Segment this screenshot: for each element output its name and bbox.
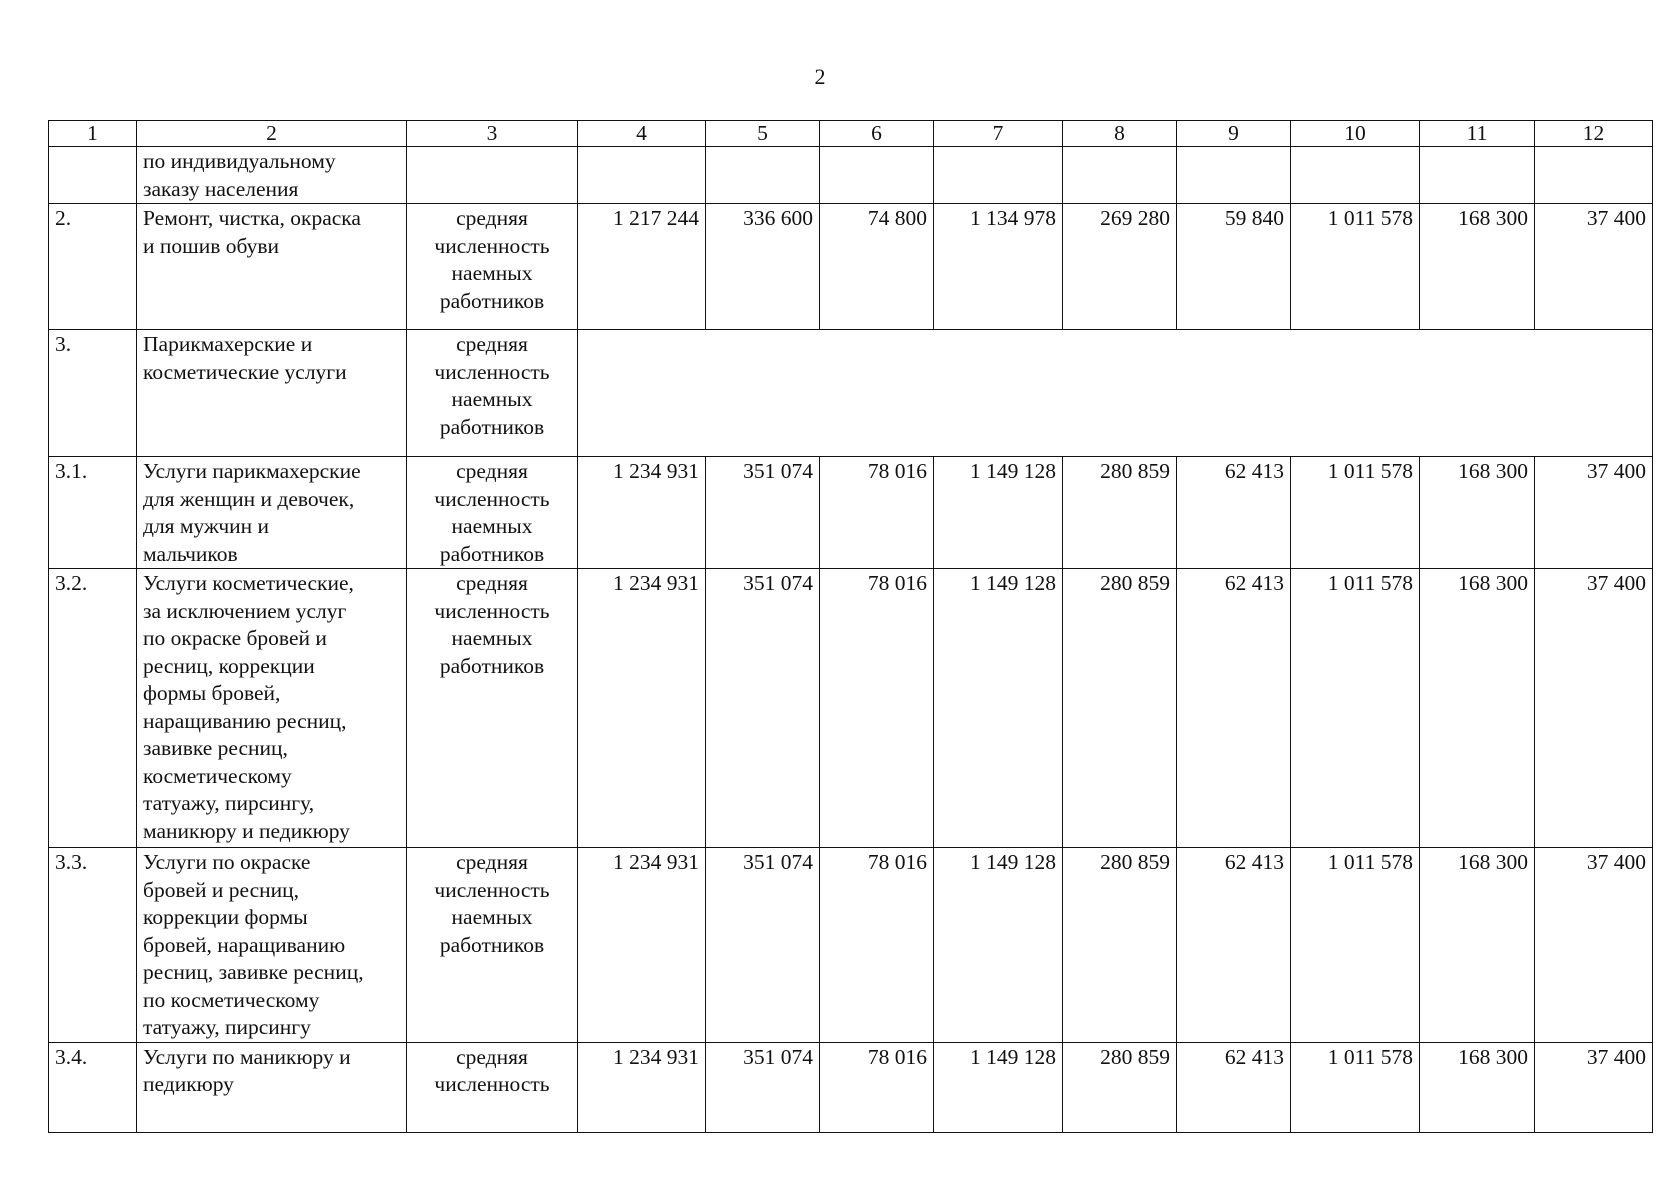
value-cell: 1 134 978 bbox=[934, 204, 1063, 330]
service-name-line: татуажу, пирсингу bbox=[143, 1015, 311, 1039]
value-cell: 336 600 bbox=[706, 204, 820, 330]
column-number: 5 bbox=[706, 121, 820, 147]
value-cell: 1 234 931 bbox=[578, 1042, 706, 1132]
column-number: 11 bbox=[1420, 121, 1535, 147]
row-number-cell: 3.2. bbox=[49, 569, 137, 848]
column-number: 8 bbox=[1063, 121, 1177, 147]
service-name-line: за исключением услуг bbox=[143, 598, 347, 623]
table-row bbox=[49, 1042, 1653, 1132]
unit-line: средняя bbox=[456, 459, 528, 483]
value-cell bbox=[1535, 147, 1653, 204]
service-name-line: по окраске бровей и bbox=[143, 626, 327, 650]
unit-line: средняя bbox=[456, 206, 528, 230]
unit-cell bbox=[407, 848, 578, 1043]
value-cell: 62 413 bbox=[1177, 457, 1291, 569]
value-cell bbox=[1291, 147, 1420, 204]
value-cell bbox=[1177, 147, 1291, 204]
value-cell: 280 859 bbox=[1063, 569, 1177, 848]
value-cell: 37 400 bbox=[1535, 848, 1653, 1043]
value-cell: 37 400 bbox=[1535, 569, 1653, 848]
row-number-cell: 3.4. bbox=[49, 1042, 137, 1132]
unit-cell bbox=[407, 569, 578, 848]
table-row bbox=[49, 457, 1653, 569]
value-cell: 1 234 931 bbox=[578, 457, 706, 569]
service-name-line: Ремонт, чистка, окраска bbox=[143, 206, 361, 230]
unit-line: средняя bbox=[456, 850, 528, 874]
service-name-line: по косметическому bbox=[143, 987, 320, 1012]
unit-line: работников bbox=[439, 541, 545, 566]
unit-line: работников bbox=[439, 653, 545, 678]
column-number: 2 bbox=[137, 121, 407, 147]
service-name-line: формы бровей, bbox=[143, 681, 281, 705]
row-number-cell: 3.3. bbox=[49, 848, 137, 1043]
value-cell: 168 300 bbox=[1420, 457, 1535, 569]
continuation-row bbox=[49, 147, 1653, 204]
value-cell: 1 011 578 bbox=[1291, 569, 1420, 848]
value-cell: 37 400 bbox=[1535, 457, 1653, 569]
table-row bbox=[49, 330, 1653, 457]
unit-cell bbox=[407, 1042, 578, 1132]
service-name-cell bbox=[137, 330, 407, 457]
column-number: 4 bbox=[578, 121, 706, 147]
service-name-line: Парикмахерские и bbox=[143, 332, 313, 356]
value-cell: 168 300 bbox=[1420, 1042, 1535, 1132]
unit-line: численность bbox=[434, 598, 550, 623]
value-cell: 1 011 578 bbox=[1291, 204, 1420, 330]
value-cell: 78 016 bbox=[820, 457, 934, 569]
value-cell: 78 016 bbox=[820, 569, 934, 848]
unit-line: наемных bbox=[451, 626, 533, 650]
column-number-row bbox=[49, 121, 1653, 147]
service-name-line: бровей и ресниц, bbox=[143, 877, 300, 902]
service-name-line: заказу населения bbox=[143, 176, 299, 201]
column-number: 10 bbox=[1291, 121, 1420, 147]
table-row bbox=[49, 569, 1653, 848]
value-cell: 280 859 bbox=[1063, 848, 1177, 1043]
service-name-line: наращиванию ресниц, bbox=[143, 708, 347, 733]
value-cell: 1 149 128 bbox=[934, 569, 1063, 848]
value-cell: 1 149 128 bbox=[934, 1042, 1063, 1132]
service-name-line: и пошив обуви bbox=[143, 233, 280, 258]
service-name-cell bbox=[137, 569, 407, 848]
value-cell: 351 074 bbox=[706, 848, 820, 1043]
service-name-cell bbox=[137, 1042, 407, 1132]
value-cell: 351 074 bbox=[706, 569, 820, 848]
page-number: 2 bbox=[814, 64, 826, 89]
unit-line: наемных bbox=[451, 514, 533, 538]
unit-cell bbox=[407, 330, 578, 457]
unit-line: численность bbox=[434, 877, 550, 902]
value-cell bbox=[820, 147, 934, 204]
value-cell: 280 859 bbox=[1063, 1042, 1177, 1132]
value-cell: 280 859 bbox=[1063, 457, 1177, 569]
unit-line: работников bbox=[439, 414, 545, 439]
value-cell: 351 074 bbox=[706, 1042, 820, 1132]
row-number-cell: 3.1. bbox=[49, 457, 137, 569]
unit-line: численность bbox=[434, 486, 550, 511]
unit-line: наемных bbox=[451, 261, 533, 285]
service-name-line: мальчиков bbox=[143, 541, 238, 566]
unit-cell bbox=[407, 147, 578, 204]
service-name-line: Услуги по окраске bbox=[143, 850, 311, 874]
row-number-cell bbox=[49, 147, 137, 204]
unit-cell bbox=[407, 457, 578, 569]
value-cell: 351 074 bbox=[706, 457, 820, 569]
unit-line: работников bbox=[439, 932, 545, 957]
value-cell bbox=[1063, 147, 1177, 204]
service-name-line: ресниц, завивке ресниц, bbox=[143, 960, 364, 984]
tariff-table bbox=[48, 120, 1653, 1133]
value-cell: 62 413 bbox=[1177, 848, 1291, 1043]
service-name-line: косметическому bbox=[143, 763, 292, 788]
value-cell: 59 840 bbox=[1177, 204, 1291, 330]
value-cell bbox=[706, 147, 820, 204]
service-name-line: Услуги косметические, bbox=[143, 571, 354, 595]
column-number: 3 bbox=[407, 121, 578, 147]
value-cell: 1 149 128 bbox=[934, 457, 1063, 569]
service-name-line: коррекции формы bbox=[143, 905, 308, 929]
value-cell: 168 300 bbox=[1420, 204, 1535, 330]
service-name-cell bbox=[137, 457, 407, 569]
value-cell: 1 011 578 bbox=[1291, 848, 1420, 1043]
value-cell bbox=[934, 147, 1063, 204]
service-name-line: татуажу, пирсингу, bbox=[143, 791, 315, 815]
unit-line: средняя bbox=[456, 332, 528, 356]
column-number: 9 bbox=[1177, 121, 1291, 147]
value-cell bbox=[1420, 147, 1535, 204]
row-number-cell: 3. bbox=[49, 330, 137, 457]
service-name-line: Услуги парикмахерские bbox=[143, 459, 361, 483]
unit-cell bbox=[407, 204, 578, 330]
value-cell: 1 149 128 bbox=[934, 848, 1063, 1043]
unit-line: наемных bbox=[451, 905, 533, 929]
service-name-line: по индивидуальному bbox=[143, 149, 336, 173]
service-name-line: косметические услуги bbox=[143, 359, 347, 384]
value-cell: 1 234 931 bbox=[578, 848, 706, 1043]
value-cell: 78 016 bbox=[820, 1042, 934, 1132]
value-cell: 62 413 bbox=[1177, 1042, 1291, 1132]
value-cell: 168 300 bbox=[1420, 848, 1535, 1043]
service-name-line: для мужчин и bbox=[143, 514, 270, 538]
service-name-line: педикюру bbox=[143, 1072, 234, 1096]
unit-line: средняя bbox=[456, 571, 528, 595]
value-cell: 168 300 bbox=[1420, 569, 1535, 848]
service-name-cell bbox=[137, 204, 407, 330]
column-number: 12 bbox=[1535, 121, 1653, 147]
value-cell: 1 217 244 bbox=[578, 204, 706, 330]
value-cell: 78 016 bbox=[820, 848, 934, 1043]
value-cell bbox=[578, 147, 706, 204]
value-cell: 1 011 578 bbox=[1291, 457, 1420, 569]
service-name-line: Услуги по маникюру и bbox=[143, 1044, 351, 1069]
value-cell: 269 280 bbox=[1063, 204, 1177, 330]
table-row bbox=[49, 204, 1653, 330]
value-cell: 1 234 931 bbox=[578, 569, 706, 848]
service-name-line: бровей, наращиванию bbox=[143, 932, 346, 957]
value-cell: 1 011 578 bbox=[1291, 1042, 1420, 1132]
service-name-line: маникюру и педикюру bbox=[143, 818, 350, 843]
unit-line: работников bbox=[439, 288, 545, 313]
unit-line: численность bbox=[434, 1072, 550, 1096]
unit-line: наемных bbox=[451, 387, 533, 411]
value-cell: 62 413 bbox=[1177, 569, 1291, 848]
column-number: 6 bbox=[820, 121, 934, 147]
column-number: 7 bbox=[934, 121, 1063, 147]
value-cell: 37 400 bbox=[1535, 1042, 1653, 1132]
column-number: 1 bbox=[49, 121, 137, 147]
merged-empty-cell bbox=[578, 330, 1653, 457]
service-name-line: завивке ресниц, bbox=[143, 736, 288, 760]
row-number-cell: 2. bbox=[49, 204, 137, 330]
service-name-cell bbox=[137, 147, 407, 204]
service-name-line: ресниц, коррекции bbox=[143, 653, 315, 678]
unit-line: средняя bbox=[456, 1044, 528, 1069]
service-name-line: для женщин и девочек, bbox=[143, 486, 355, 511]
service-name-cell bbox=[137, 848, 407, 1043]
unit-line: численность bbox=[434, 233, 550, 258]
table-row bbox=[49, 848, 1653, 1043]
value-cell: 37 400 bbox=[1535, 204, 1653, 330]
unit-line: численность bbox=[434, 359, 550, 384]
value-cell: 74 800 bbox=[820, 204, 934, 330]
